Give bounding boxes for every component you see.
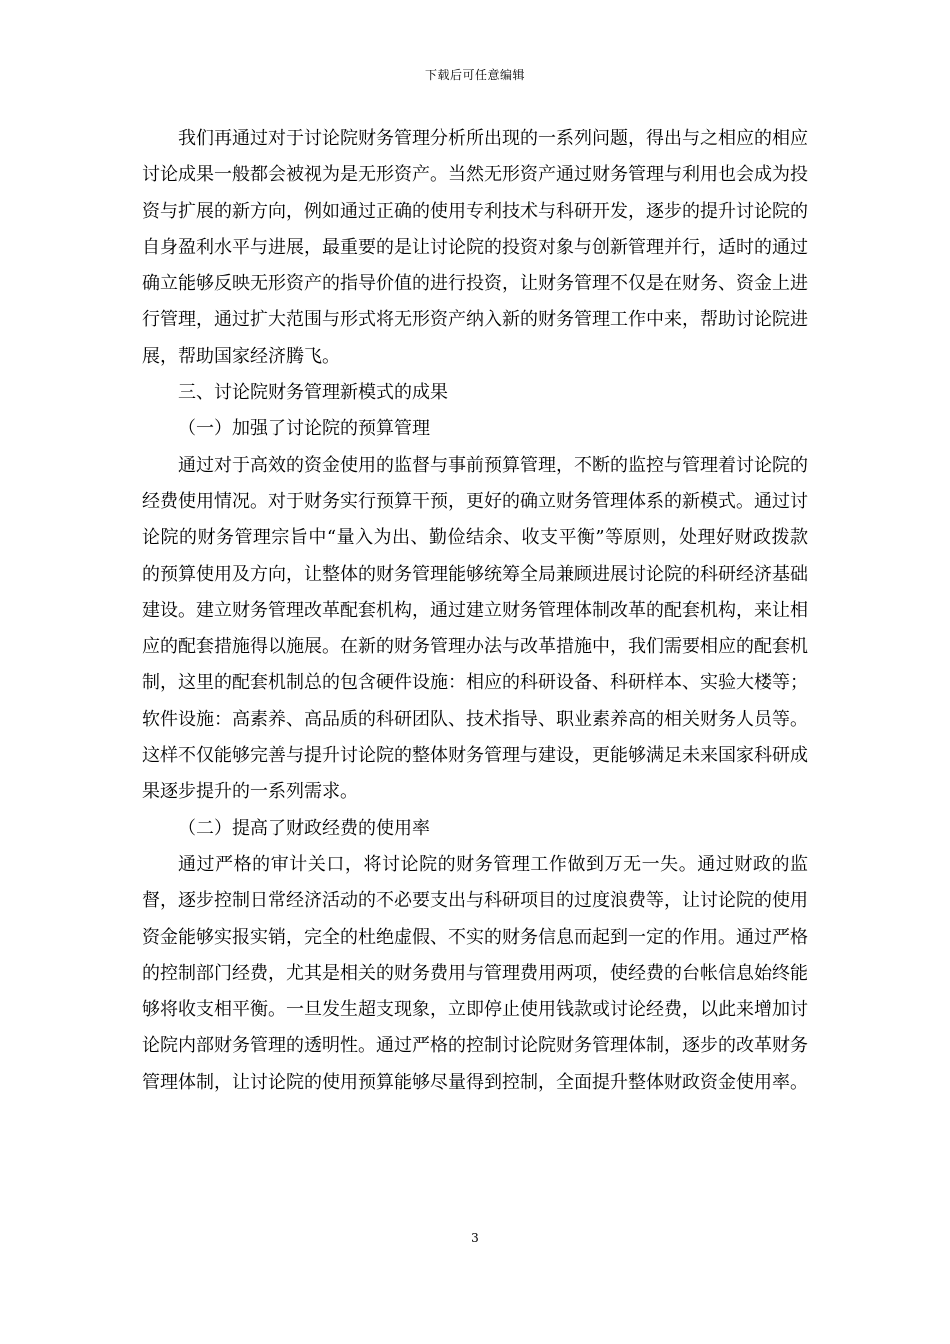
page-number: 3 xyxy=(471,1231,479,1245)
body-paragraph: 通过对于高效的资金使用的监督与事前预算管理，不断的监控与管理着讨论院的经费使用情况。对于财务实行预算干预，更好的确立财务管理体系的新模式。通过讨论院的财务管理宗旨中“量入为出、勤俭结余、收支平衡”等原则，处理好财政拨款的预算使用及方向，让整体的财务管理能够统筹全局兼顾进展讨论院的科研经济基础建设。建立财务管理改革配套机构，通过建立财务管理体制改革的配套机构，来让相应的配套措施得以施展。在新的财务管理办法与改革措施中，我们需要相应的配套机制，这里的配套机制总的包含硬件设施：相应的科研设备、科研样本、实验大楼等；软件设施：高素养、高品质的科研团队、技术指导、职业素养高的相关财务人员等。这样不仅能够完善与提升讨论院的整体财务管理与建设，更能够满足未来国家科研成果逐步提升的一系列需求。 xyxy=(142,454,808,803)
document-body xyxy=(142,121,808,1101)
body-paragraph: 通过严格的审计关口，将讨论院的财务管理工作做到万无一失。通过财政的监督，逐步控制日常经济活动的不必要支出与科研项目的过度浪费等，让讨论院的使用资金能够实报实销，完全的杜绝虚假、不实的财务信息而起到一定的作用。通过严格的控制部门经费，尤其是相关的财务费用与管理费用两项，使经费的台帐信息始终能够将收支相平衡。一旦发生超支现象，立即停止使用钱款或讨论经费，以此来增加讨论院内部财务管理的透明性。通过严格的控制讨论院财务管理体制，逐步的改革财务管理体制，让讨论院的使用预算能够尽量得到控制，全面提升整体财政资金使用率。 xyxy=(142,853,808,1093)
body-paragraph: 我们再通过对于讨论院财务管理分析所出现的一系列问题，得出与之相应的相应讨论成果一般都会被视为是无形资产。当然无形资产通过财务管理与利用也会成为投资与扩展的新方向，例如通过正确的使用专利技术与科研开发，逐步的提升讨论院的自身盈利水平与进展，最重要的是让讨论院的投资对象与创新管理并行，适时的通过确立能够反映无形资产的指导价值的进行投资，让财务管理不仅是在财务、资金上进行管理，通过扩大范围与形式将无形资产纳入新的财务管理工作中来，帮助讨论院进展，帮助国家经济腾飞。 xyxy=(142,128,808,367)
subsection-heading: （一）加强了讨论院的预算管理 xyxy=(178,418,430,440)
section-heading: 三、讨论院财务管理新模式的成果 xyxy=(178,382,448,404)
subsection-heading: （二）提高了财政经费的使用率 xyxy=(178,817,430,839)
page-header: 下载后可任意编辑 xyxy=(424,68,525,82)
